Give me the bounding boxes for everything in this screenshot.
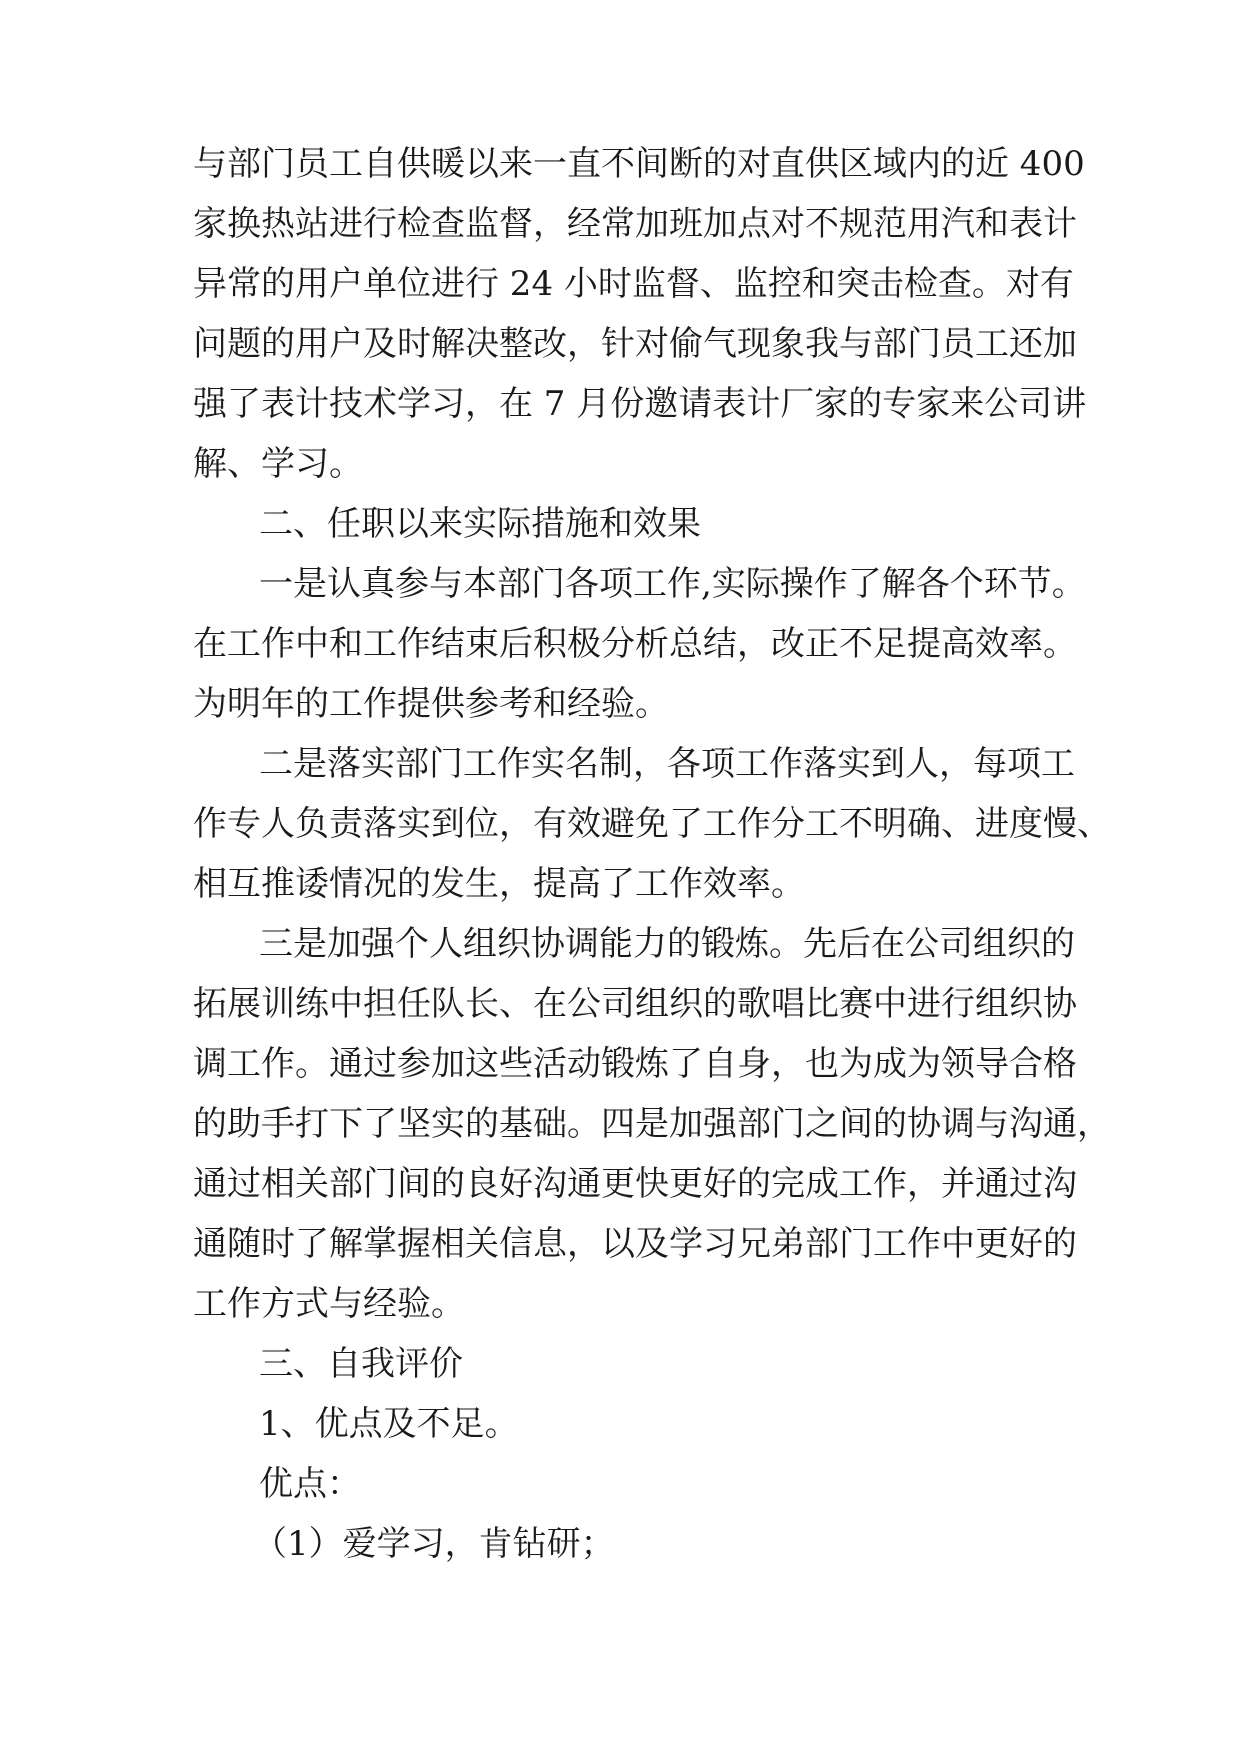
paragraph-line: 调工作。通过参加这些活动锻炼了自身，也为成为领导合格 [193, 1044, 1077, 1084]
paragraph-line: 在工作中和工作结束后积极分析总结，改正不足提高效率。 [193, 624, 1077, 664]
paragraph-line: 与部门员工自供暖以来一直不间断的对直供区域内的近 400 [193, 144, 1085, 184]
paragraph-line: 异常的用户单位进行 24 小时监督、监控和突击检查。对有 [193, 264, 1074, 304]
section-heading: 二、任职以来实际措施和效果 [259, 504, 701, 544]
paragraph-line: 家换热站进行检查监督，经常加班加点对不规范用汽和表计 [193, 204, 1077, 244]
paragraph-line: 一是认真参与本部门各项工作,实际操作了解各个环节。 [259, 564, 1086, 604]
subsection-heading: 1、优点及不足。 [259, 1404, 519, 1444]
paragraph-line: 三是加强个人组织协调能力的锻炼。先后在公司组织的 [259, 924, 1075, 964]
paragraph-line: 拓展训练中担任队长、在公司组织的歌唱比赛中进行组织协 [193, 984, 1077, 1024]
paragraph-line: 工作方式与经验。 [193, 1284, 465, 1324]
paragraph-line: 问题的用户及时解决整改，针对偷气现象我与部门员工还加 [193, 324, 1077, 364]
paragraph-line: 通随时了解掌握相关信息，以及学习兄弟部门工作中更好的 [193, 1224, 1077, 1264]
list-item: （1）爱学习，肯钻研； [253, 1524, 615, 1564]
section-heading: 三、自我评价 [259, 1344, 463, 1384]
paragraph-line: 相互推诿情况的发生，提高了工作效率。 [193, 864, 805, 904]
list-label: 优点： [259, 1464, 361, 1504]
paragraph-line: 解、学习。 [193, 444, 363, 484]
paragraph-line: 通过相关部门间的良好沟通更快更好的完成工作，并通过沟 [193, 1164, 1077, 1204]
paragraph-line: 二是落实部门工作实名制，各项工作落实到人，每项工 [259, 744, 1075, 784]
paragraph-line: 强了表计技术学习，在 7 月份邀请表计厂家的专家来公司讲 [193, 384, 1087, 424]
paragraph-line: 的助手打下了坚实的基础。四是加强部门之间的协调与沟通， [193, 1104, 1111, 1144]
paragraph-line: 为明年的工作提供参考和经验。 [193, 684, 669, 724]
paragraph-line: 作专人负责落实到位，有效避免了工作分工不明确、进度慢、 [193, 804, 1111, 844]
